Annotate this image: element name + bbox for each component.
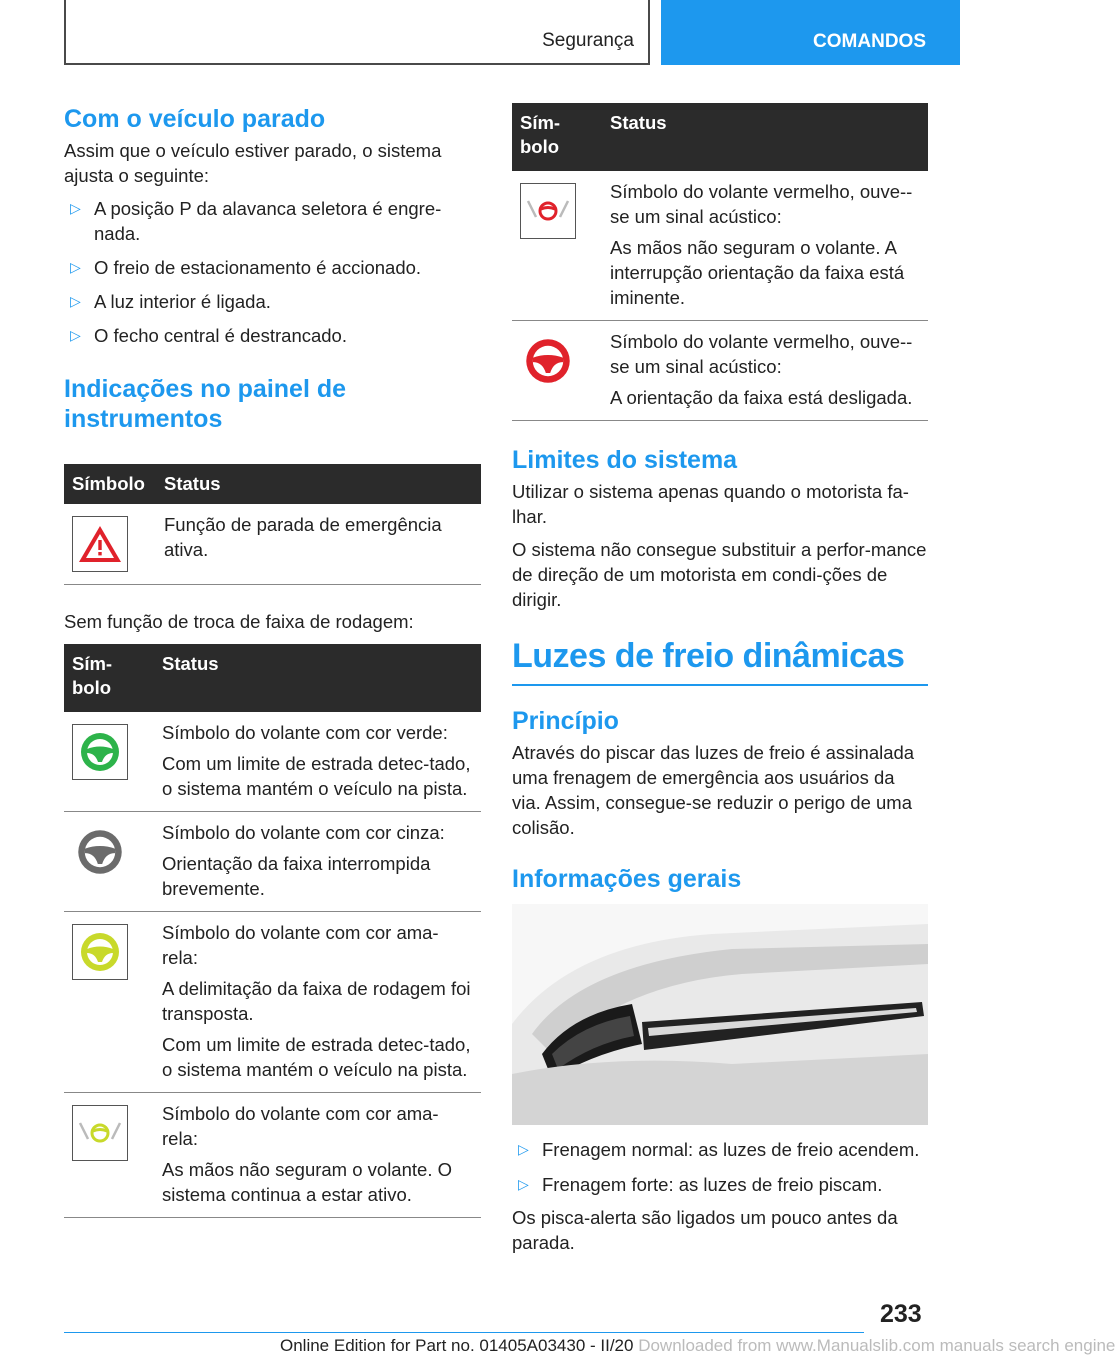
status-text: Símbolo do volante com cor ama-rela: xyxy=(162,922,439,968)
footer-divider xyxy=(64,1332,864,1333)
list-item: ▷ O fecho central é destrancado. xyxy=(70,325,347,346)
steering-wheel-green-icon xyxy=(72,724,128,780)
principle-heading: Princípio xyxy=(512,707,619,735)
table-row xyxy=(64,504,481,585)
limits-paragraph-2: O sistema não consegue substituir a perfor-mance de direção de um motorista em condi-ções de dirigir. xyxy=(512,539,927,610)
status-text: Com um limite de estrada detec-tado, o sistema mantém o veículo na pista. xyxy=(162,753,471,799)
steering-red-table xyxy=(512,103,928,421)
right-column xyxy=(512,103,928,1255)
left-column xyxy=(64,100,481,1218)
no-lane-change-note: Sem função de troca de faixa de rodagem: xyxy=(64,611,414,632)
warning-triangle-icon xyxy=(72,516,128,572)
indications-heading: Indicações no painel de instrumentos xyxy=(64,375,347,433)
status-text: Símbolo do volante vermelho, ouve--se um sinal acústico: xyxy=(610,331,913,377)
status-text: Símbolo do volante com cor cinza: xyxy=(162,822,445,843)
stopped-intro: Assim que o veículo estiver parado, o sistema ajusta o seguinte: xyxy=(64,140,442,186)
column-header-symbol: Sím-bolo xyxy=(512,103,602,171)
triangle-bullet-icon: ▷ xyxy=(70,293,81,309)
table-row xyxy=(64,712,481,812)
page-number: 233 xyxy=(880,1300,922,1328)
list-item: ▷ Frenagem normal: as luzes de freio acendem. xyxy=(518,1139,920,1160)
hands-off-red-icon xyxy=(520,183,576,239)
footer xyxy=(280,1336,1115,1356)
status-text: A orientação da faixa está desligada. xyxy=(610,387,913,408)
table-row xyxy=(512,321,928,421)
stopped-list xyxy=(64,196,481,348)
status-text: A delimitação da faixa de rodagem foi transposta. xyxy=(162,978,471,1024)
hands-off-yellow-icon xyxy=(72,1105,128,1161)
column-header-symbol: Símbolo xyxy=(64,464,156,504)
list-item: ▷ O freio de estacionamento é accionado. xyxy=(70,257,422,278)
steering-symbols-table xyxy=(64,644,481,1218)
status-text: Função de parada de emergência ativa. xyxy=(164,514,442,560)
limits-heading: Limites do sistema xyxy=(512,446,738,474)
brake-light-photo xyxy=(512,904,928,1125)
hazard-lights-note: Os pisca-alerta são ligados um pouco antes da parada. xyxy=(512,1207,898,1253)
table-row xyxy=(64,912,481,1093)
header-section-label: Segurança xyxy=(542,30,634,51)
status-text: Símbolo do volante com cor verde: xyxy=(162,722,448,743)
general-info-heading: Informações gerais xyxy=(512,865,742,893)
triangle-bullet-icon: ▷ xyxy=(518,1141,529,1157)
list-item: ▷ A posição P da alavanca seletora é engre-nada. xyxy=(70,198,442,244)
status-text: As mãos não seguram o volante. O sistema continua a estar ativo. xyxy=(162,1159,452,1205)
limits-paragraph-1: Utilizar o sistema apenas quando o motorista fa-lhar. xyxy=(512,481,909,527)
steering-wheel-yellow-icon xyxy=(72,924,128,980)
triangle-bullet-icon: ▷ xyxy=(70,327,81,343)
column-header-status: Status xyxy=(156,464,481,504)
triangle-bullet-icon: ▷ xyxy=(518,1176,529,1192)
header-section-tab xyxy=(64,0,650,65)
stopped-heading: Com o veículo parado xyxy=(64,105,326,133)
emergency-stop-table xyxy=(64,464,481,585)
triangle-bullet-icon: ▷ xyxy=(70,200,81,216)
status-text: Orientação da faixa interrompida brevemente. xyxy=(162,853,431,899)
footer-edition: Online Edition for Part no. 01405A03430 - II/20 xyxy=(280,1336,634,1355)
steering-wheel-gray-icon xyxy=(72,824,128,880)
table-row xyxy=(64,1093,481,1218)
column-header-status: Status xyxy=(154,644,481,712)
list-item: ▷ A luz interior é ligada. xyxy=(70,291,271,312)
triangle-bullet-icon: ▷ xyxy=(70,259,81,275)
header-chapter-tab xyxy=(661,0,960,65)
footer-watermark: Downloaded from www.Manualslib.com manuals search engine xyxy=(638,1336,1115,1355)
header-chapter-label: COMANDOS xyxy=(813,31,926,52)
status-text: Com um limite de estrada detec-tado, o sistema mantém o veículo na pista. xyxy=(162,1034,471,1080)
brake-behavior-list xyxy=(512,1137,928,1197)
status-text: Símbolo do volante com cor ama-rela: xyxy=(162,1103,439,1149)
column-header-status: Status xyxy=(602,103,928,171)
brake-lights-heading: Luzes de freio dinâmicas xyxy=(512,636,928,686)
status-text: Símbolo do volante vermelho, ouve--se um sinal acústico: xyxy=(610,181,913,227)
column-header-symbol: Sím-bolo xyxy=(64,644,154,712)
principle-text: Através do piscar das luzes de freio é assinalada uma frenagem de emergência aos usuários da via. Assim, consegue-se reduzir o perigo de uma colisão. xyxy=(512,742,915,838)
list-item: ▷ Frenagem forte: as luzes de freio piscam. xyxy=(518,1174,883,1195)
table-row xyxy=(512,171,928,321)
steering-wheel-red-icon xyxy=(520,333,576,389)
table-row xyxy=(64,812,481,912)
status-text: As mãos não seguram o volante. A interrupção orientação da faixa está iminente. xyxy=(610,237,905,308)
